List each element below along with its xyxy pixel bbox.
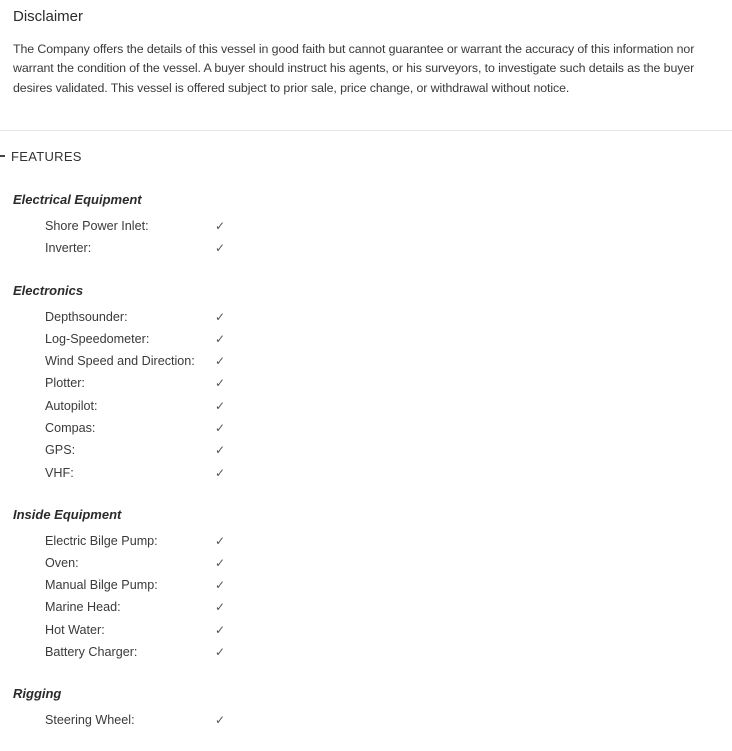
feature-item-label: Inverter: xyxy=(45,240,92,255)
minus-icon[interactable] xyxy=(0,155,5,157)
feature-item-label: Battery Charger: xyxy=(45,645,138,659)
check-icon: ✓ xyxy=(215,354,226,369)
feature-item-label: Depthsounder: xyxy=(45,309,128,324)
check-icon: ✓ xyxy=(215,600,226,615)
features-toggle[interactable] xyxy=(0,147,82,165)
check-icon: ✓ xyxy=(215,376,226,391)
feature-group-title: Electronics xyxy=(13,283,84,298)
feature-item-label: Hot Water: xyxy=(45,622,105,637)
check-icon: ✓ xyxy=(215,398,226,413)
check-icon: ✓ xyxy=(215,331,226,346)
check-icon: ✓ xyxy=(215,309,226,324)
disclaimer-section xyxy=(13,7,725,98)
check-icon: ✓ xyxy=(215,622,226,637)
feature-group xyxy=(13,282,413,480)
feature-item-label: Marine Head: xyxy=(45,600,121,615)
features-title[interactable]: FEATURES xyxy=(11,148,82,164)
check-icon: ✓ xyxy=(215,421,226,435)
feature-group xyxy=(13,506,413,659)
feature-item-label: Shore Power Inlet: xyxy=(45,218,149,233)
check-icon: ✓ xyxy=(215,645,226,659)
feature-item-label: Autopilot: xyxy=(45,398,98,413)
check-icon: ✓ xyxy=(215,555,226,570)
section-divider xyxy=(0,130,732,131)
feature-item-label: Oven: xyxy=(45,555,79,570)
feature-group xyxy=(13,191,413,255)
check-icon: ✓ xyxy=(215,240,226,255)
check-icon: ✓ xyxy=(215,465,226,480)
feature-item-label: Electric Bilge Pump: xyxy=(45,533,158,548)
feature-item-label: Plotter: xyxy=(45,376,85,391)
feature-group-title: Electrical Equipment xyxy=(13,192,142,207)
feature-group xyxy=(13,685,413,727)
feature-group-title: Rigging xyxy=(13,686,62,701)
feature-item-label: Log-Speedometer: xyxy=(45,331,150,346)
feature-item-label: VHF: xyxy=(45,465,74,480)
feature-group-title: Inside Equipment xyxy=(13,507,122,522)
disclaimer-title: Disclaimer xyxy=(13,8,84,25)
check-icon: ✓ xyxy=(215,533,226,548)
disclaimer-text: The Company offers the details of this vessel in good faith but cannot guarantee or warrant the accuracy of this information nor warrant the condition of the vessel. A buyer should instruct his agents, or his surveyors, to investigate such details as the buyer desires validated. This vessel is offered subject to prior sale, price change, or withdrawal without notice. xyxy=(13,42,695,95)
check-icon: ✓ xyxy=(215,712,226,727)
feature-item-label: Steering Wheel: xyxy=(45,712,135,727)
check-icon: ✓ xyxy=(215,443,226,458)
check-icon: ✓ xyxy=(215,218,226,233)
feature-item-label: GPS: xyxy=(45,443,76,458)
feature-item-label: Manual Bilge Pump: xyxy=(45,578,158,593)
feature-item-label: Compas: xyxy=(45,421,96,435)
feature-item-label: Wind Speed and Direction: xyxy=(45,354,195,369)
check-icon: ✓ xyxy=(215,578,226,593)
